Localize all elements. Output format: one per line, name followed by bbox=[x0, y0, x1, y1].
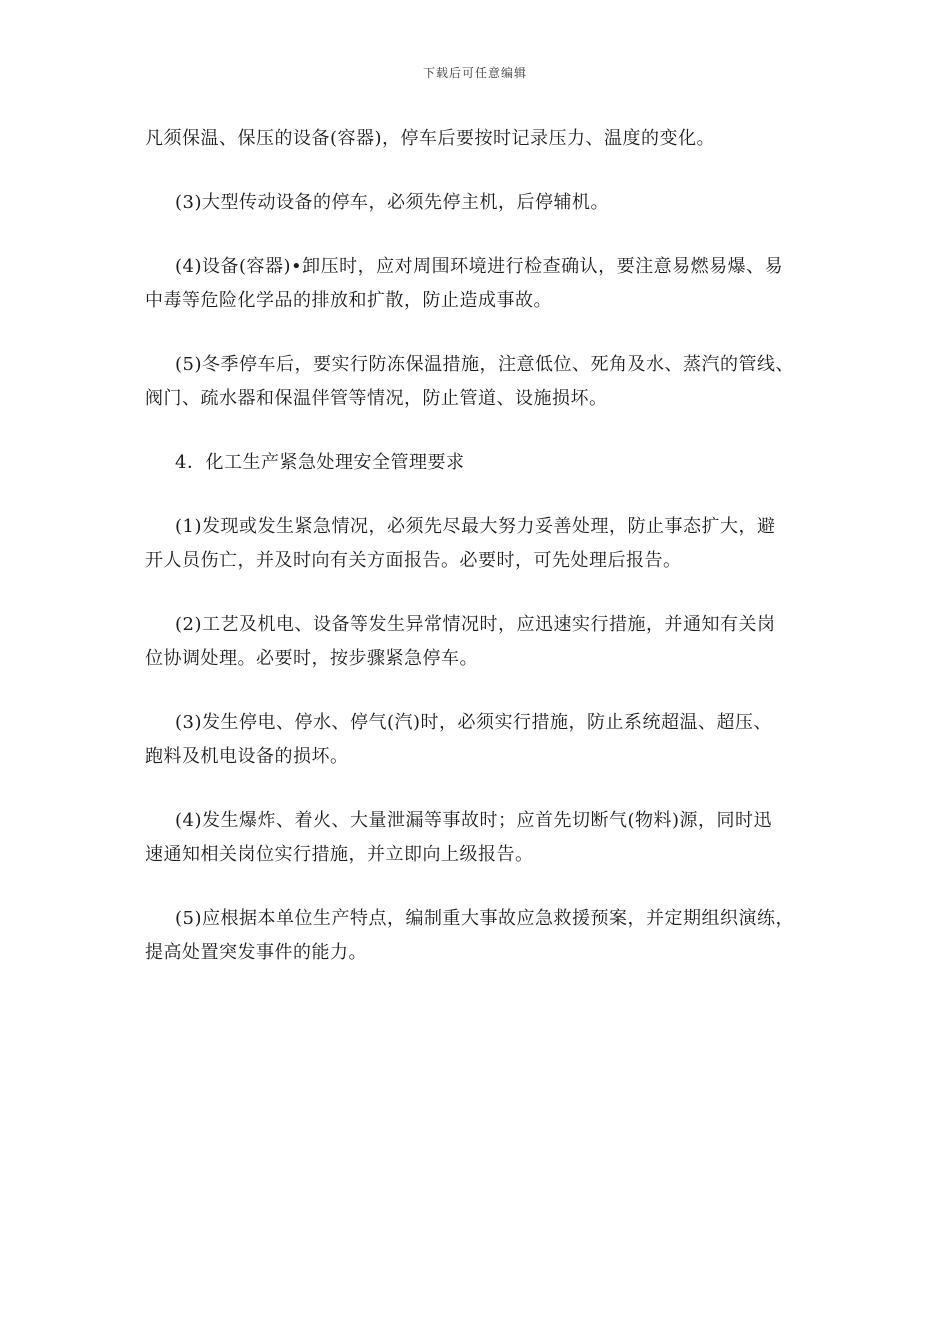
paragraph bbox=[145, 608, 815, 676]
document-body bbox=[145, 122, 815, 1000]
paragraph-line: (2)工艺及机电、设备等发生异常情况时，应迅速实行措施，并通知有关岗 bbox=[175, 614, 776, 635]
paragraph bbox=[145, 122, 815, 156]
paragraph-line: 提高处置突发事件的能力。 bbox=[145, 942, 367, 963]
paragraph bbox=[145, 348, 815, 416]
paragraph-line: (4)发生爆炸、着火、大量泄漏等事故时；应首先切断气(物料)源，同时迅 bbox=[175, 810, 773, 831]
paragraph-line: (3)大型传动设备的停车，必须先停主机，后停辅机。 bbox=[175, 192, 609, 213]
paragraph bbox=[145, 510, 815, 578]
paragraph bbox=[145, 902, 815, 970]
paragraph-line: (3)发生停电、停水、停气(汽)时，必须实行措施，防止系统超温、超压、 bbox=[175, 712, 773, 733]
paragraph-line: 开人员伤亡，并及时向有关方面报告。必要时，可先处理后报告。 bbox=[145, 550, 682, 571]
paragraph-line: 位协调处理。必要时，按步骤紧急停车。 bbox=[145, 648, 478, 669]
paragraph-line: 凡须保温、保压的设备(容器)，停车后要按时记录压力、温度的变化。 bbox=[145, 128, 716, 149]
paragraph bbox=[145, 186, 815, 220]
paragraph bbox=[145, 804, 815, 872]
paragraph-line: (5)应根据本单位生产特点，编制重大事故应急救援预案，并定期组织演练， bbox=[175, 908, 794, 929]
paragraph-line: 速通知相关岗位实行措施，并立即向上级报告。 bbox=[145, 844, 534, 865]
header-note: 下载后可任意编辑 bbox=[422, 66, 527, 80]
paragraph-line: 4．化工生产紧急处理安全管理要求 bbox=[175, 452, 465, 473]
paragraph-line: 阀门、疏水器和保温伴管等情况，防止管道、设施损坏。 bbox=[145, 388, 608, 409]
paragraph-line: 跑料及机电设备的损坏。 bbox=[145, 746, 349, 767]
paragraph-line: (5)冬季停车后，要实行防冻保温措施，注意低位、死角及水、蒸汽的管线、 bbox=[175, 354, 794, 375]
paragraph bbox=[145, 706, 815, 774]
section-heading bbox=[145, 446, 815, 480]
paragraph-line: 中毒等危险化学品的排放和扩散，防止造成事故。 bbox=[145, 290, 552, 311]
paragraph-line: (1)发现或发生紧急情况，必须先尽最大努力妥善处理，防止事态扩大，避 bbox=[175, 516, 776, 537]
paragraph-line: (4)设备(容器)•卸压时，应对周围环境进行检查确认，要注意易燃易爆、易 bbox=[175, 256, 784, 277]
paragraph bbox=[145, 250, 815, 318]
